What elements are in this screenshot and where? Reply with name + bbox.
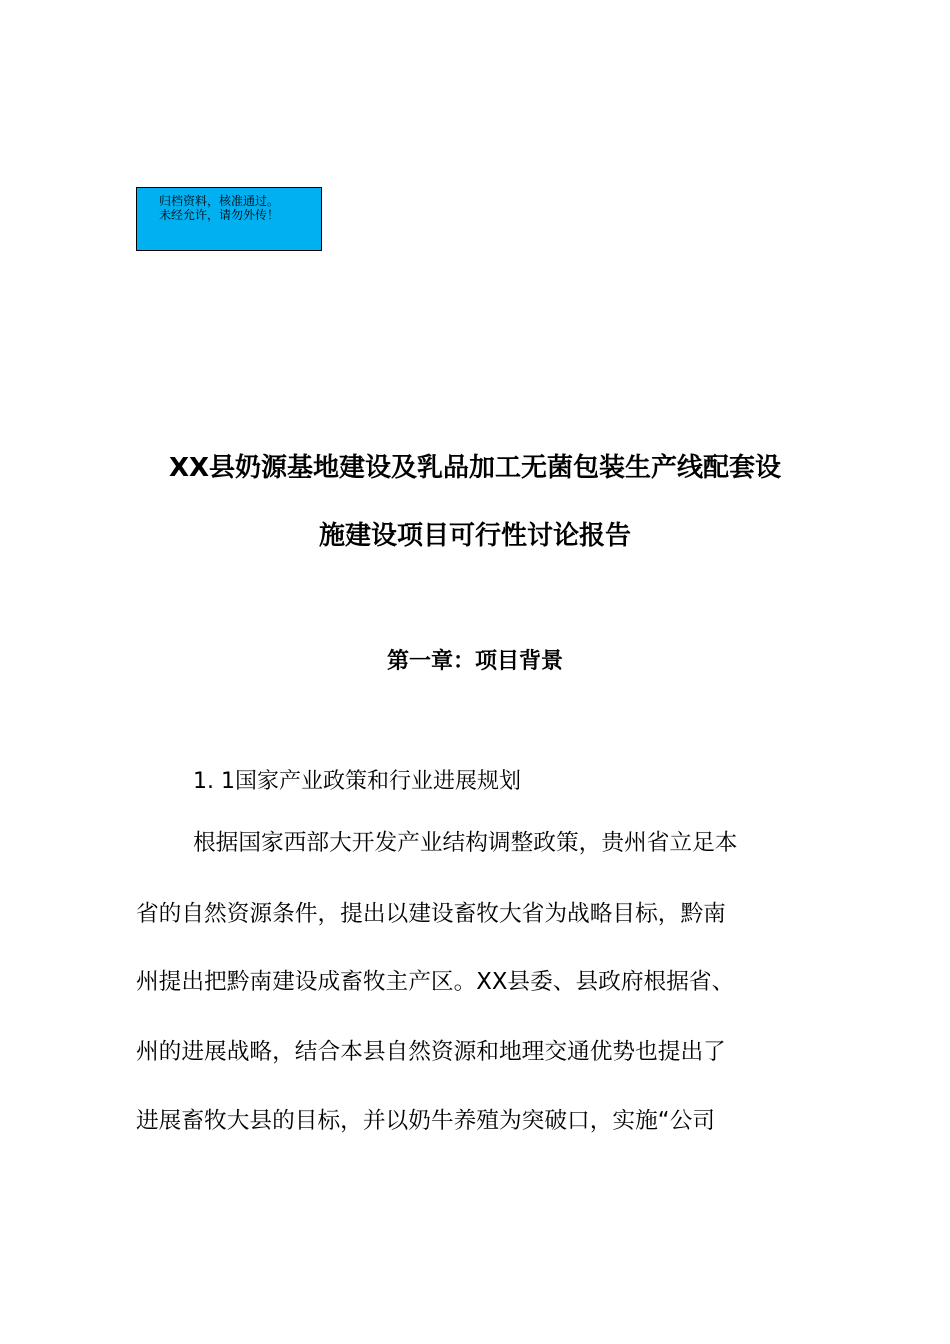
archive-notice-box — [136, 187, 322, 251]
document-title-line-2: 施建设项目可行性讨论报告 — [318, 521, 631, 551]
body-paragraph-line: 省的自然资源条件，提出以建设畜牧大省为战略目标，黔南 — [136, 901, 726, 927]
chapter-heading: 第一章：项目背景 — [386, 649, 563, 674]
body-paragraph-line: 州提出把黔南建设成畜牧主产区。XX县委、县政府根据省、 — [136, 969, 735, 995]
notice-line-2: 未经允许，请勿外传！ — [159, 208, 280, 222]
section-heading: 1. 1国家产业政策和行业进展规划 — [193, 769, 521, 794]
body-paragraph-line: 根据国家西部大开发产业结构调整政策，贵州省立足本 — [193, 830, 738, 856]
body-paragraph-line: 进展畜牧大县的目标，并以奶牛养殖为突破口，实施“公司 — [136, 1108, 715, 1134]
notice-line-1: 归档资料，核准通过。 — [159, 194, 280, 208]
body-paragraph-line: 州的进展战略，结合本县自然资源和地理交通优势也提出了 — [136, 1039, 726, 1065]
document-title-line-1: XX县奶源基地建设及乳品加工无菌包装生产线配套设 — [168, 453, 782, 483]
